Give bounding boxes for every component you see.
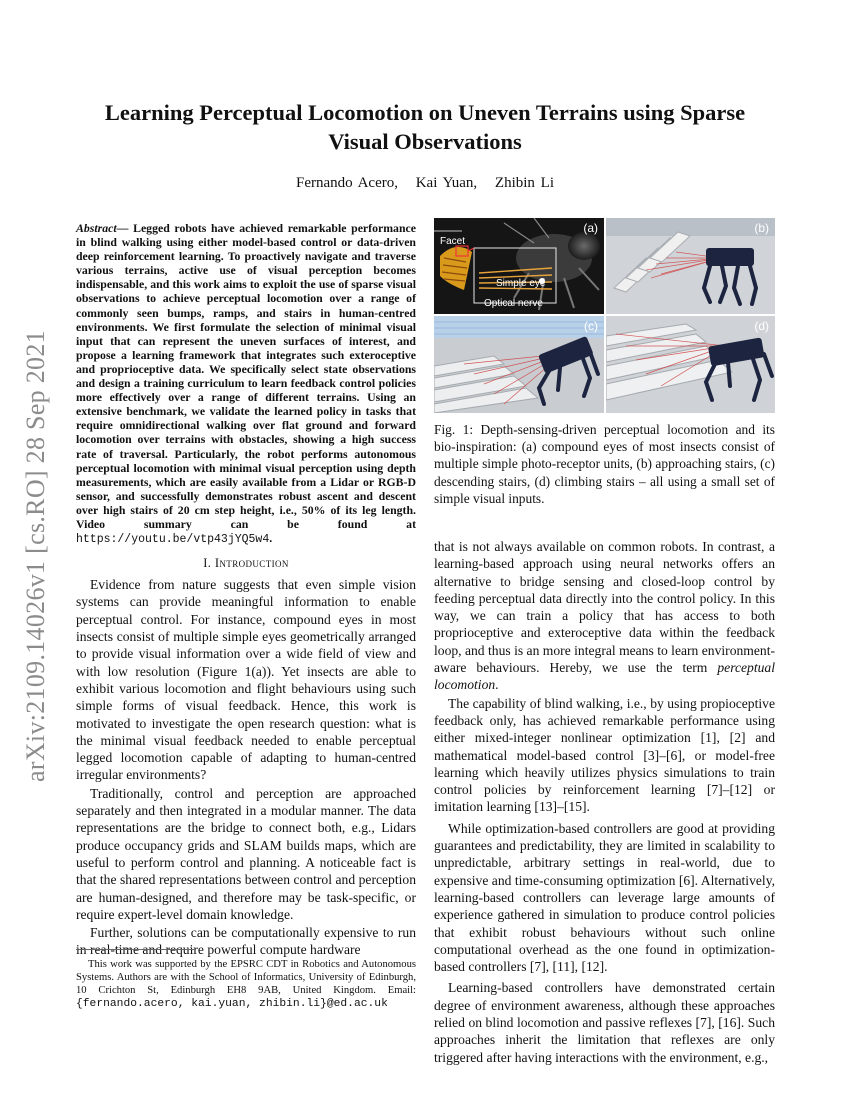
climbing-stairs-image: [606, 316, 775, 413]
figure-1: [434, 218, 775, 413]
simple-eye-label: Simple eye: [496, 278, 546, 289]
author-3: Zhibin Li: [494, 175, 554, 191]
right-paragraph-3: While optimization-based controllers are good at providing guarantees and predictability, they are limited in scalability to unpredictable, arbitrary settings in real-world, due to expensive and time-consuming optimization [6]. Alternatively, learning-based controllers can leverage large amounts of experience gathered in simulation to produce control policies that exhibit robust behaviours without such online computational overhead as the one found in optimization-based controllers [7], [11], [12].: [434, 820, 775, 975]
footnote-emails: {fernando.acero, kai.yuan, zhibin.li}@ed.ac.uk: [76, 998, 388, 1011]
abstract: [76, 221, 416, 547]
abstract-label: Abstract: [76, 221, 117, 235]
approaching-stairs-image: [606, 218, 775, 314]
right-paragraph-1: [434, 538, 775, 694]
footnote-rule: [76, 949, 196, 950]
paper-title: Learning Perceptual Locomotion on Uneven Terrains using Sparse Visual Observations: [104, 100, 746, 154]
abstract-end: .: [269, 531, 273, 546]
footnote-text: This work was supported by the EPSRC CDT in Robotics and Autonomous Systems. Authors are with the School of Informatics, University of Edinburgh, 10 Crichton St, Edinburgh EH8 9AB, United Kingdom. Email:: [76, 959, 416, 997]
author-1: Fernando Acero,: [296, 175, 398, 191]
intro-paragraph-1: Evidence from nature suggests that even simple vision systems can provide meaningful information to enable perceptual control. For instance, compound eyes in most insects consist of multiple simple eyes geometrically arranged to provide visual information over a wide field of view and with low resolution (Figure 1(a)). Yet insects are able to exhibit various locomotion and flight behaviours using such simple forms of visual feedback. Hence, this work is motivated to investigate the open research question: what is the minimal visual feedback needed to enable perceptual legged locomotion capable of adapting to human-centred irregular environments?: [76, 577, 416, 783]
video-link[interactable]: https://youtu.be/vtp43jYQ5w4: [76, 533, 270, 547]
panel-label-d: (d): [754, 319, 769, 333]
optical-nerve-label: Optical nerve: [484, 298, 543, 309]
arxiv-identifier: [14, 296, 58, 816]
right-paragraph-1-text: that is not always available on common robots. In contrast, a learning-based approach using neural networks offers an alternative to bridge sensing and closed-loop control by feeding perceptual data directly into the control policy. In this way, we can train a policy that has access to both proprioceptive and exteroceptive data within the feedback loop, and thus is an more integral means to learn environment-aware behaviours. Hereby, we use the term: [434, 539, 775, 676]
right-paragraph-1-end: .: [495, 677, 499, 693]
descending-stairs-image: [434, 316, 604, 413]
section-heading-introduction: [76, 556, 416, 571]
figure-panel-d: [606, 316, 775, 413]
left-column: [76, 221, 416, 959]
section-title: Introduction: [214, 556, 289, 571]
figure-panel-a: [434, 218, 604, 314]
arxiv-identifier-text: arXiv:2109.14026v1 [cs.RO] 28 Sep 2021: [21, 330, 50, 782]
figure-caption: Fig. 1: Depth-sensing-driven perceptual locomotion and its bio-inspiration: (a) compound eyes of most insects consist of multiple simple photo-receptor units, (b) approaching stairs, (c) descending stairs, (d) climbing stairs – all using a small set of simple visual inputs.: [434, 422, 775, 506]
figure-panel-c: [434, 316, 604, 413]
right-paragraph-4: Learning-based controllers have demonstrated certain degree of environment awareness, although these approaches relied on blind locomotion and passive reflexes [7], [16]. Such approaches inherit the limitation that reflexes are only triggered after having interactions with the environment, e.g.,: [434, 980, 775, 1065]
term-emphasis: perceptual locomotion: [434, 660, 775, 693]
panel-label-c: (c): [584, 319, 598, 333]
footnote: [76, 958, 416, 1011]
right-paragraph-2: The capability of blind walking, i.e., by using propioceptive feedback only, has achieved remarkable performance using either mixed-integer nonlinear optimization [1], [2] and mathematical model-based control [3]–[6], or model-free learning which heavily utilizes physics simulations to train control policies by reinforcement learning [7]–[12] or imitation learning [13]–[15].: [434, 695, 775, 815]
right-column-body: [434, 538, 775, 1066]
figure-panel-b: [606, 218, 775, 314]
intro-paragraph-2: Traditionally, control and perception are approached separately and then integrated in a modular manner. The data representations are the bridge to connect both, e.g., Lidars produce occupancy grids and SLAM builds maps, which are useful to perform control and planning. A noticeable fact is that the shared representations between control and perception are human-designed, and therefore may be task-specific, or require expert-level domain knowledge.: [76, 785, 416, 922]
panel-label-b: (b): [754, 221, 769, 235]
abstract-text: — Legged robots have achieved remarkable performance in blind walking using either model-based control or data-driven deep reinforcement learning. To proactively navigate and traverse various terrains, active use of visual perception becomes indispensable, and this work aims to exploit the use of sparse visual observations to achieve perceptual locomotion over a range of commonly seen bumps, ramps, and stairs in human-centred environments. We first formulate the selection of minimal visual input that can represent the uneven surfaces of interest, and propose a learning framework that integrates such exteroceptive and proprioceptive data. We specifically select state observations and design a training curriculum to learn feedback control policies more effectively over a range of different terrains. Using an extensive benchmark, we validate the learned policy in tasks that require omnidirectional walking over flat ground and forward locomotion over terrains with obstacles, showing a high success rate of traversal. Particularly, the robot performs autonomous perceptual locomotion with minimal visual perception using depth measurements, which are easily available from a Lidar or RGB-D sensor, and successfully demonstrates robust ascent and descent over high stairs of 20 cm step height, i.e., 50% of its leg length. Video summary can be found at: [76, 221, 416, 531]
intro-paragraph-3: Further, solutions can be computationally expensive to run in real-time and require powerful compute hardware: [76, 925, 416, 958]
author-list: [80, 175, 770, 192]
author-2: Kai Yuan,: [415, 175, 478, 191]
panel-label-a: (a): [583, 221, 598, 235]
right-column-top: [434, 218, 775, 507]
facet-label: Facet: [440, 236, 466, 247]
section-number: I.: [203, 556, 212, 571]
